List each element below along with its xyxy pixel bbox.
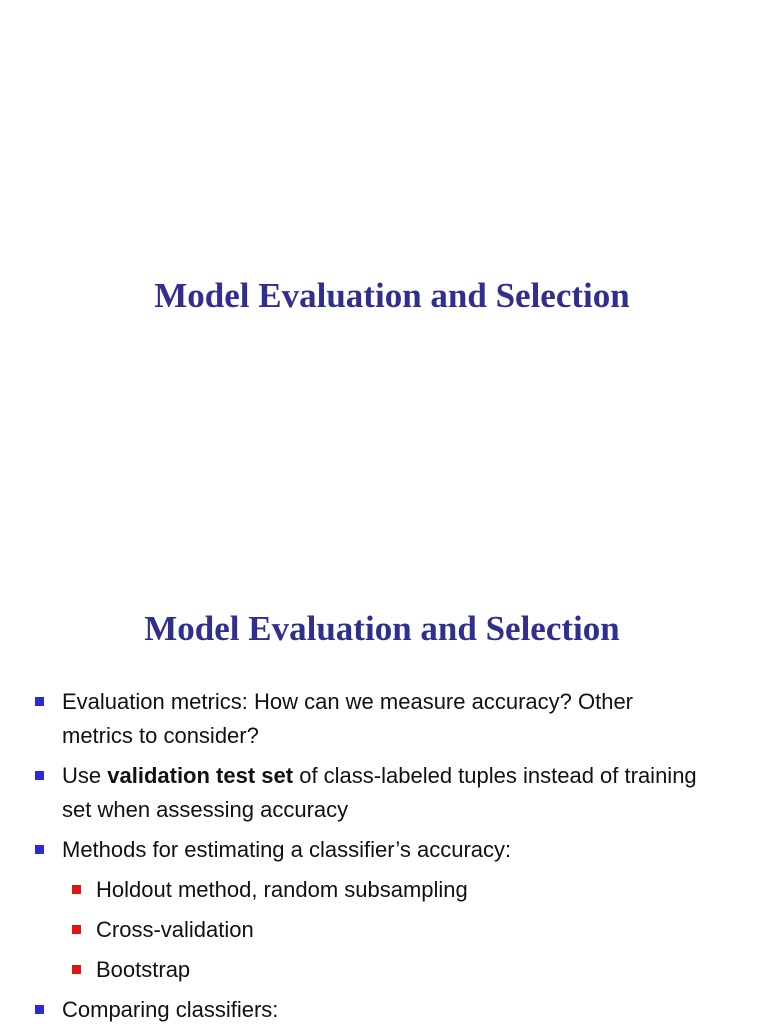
bullet-text-suffix: of class-labeled tuples instead of training [293,763,697,788]
list-item [62,759,697,793]
bullet-square-icon [35,697,44,706]
bullet-text: Methods for estimating a classifier’s accuracy: [62,837,512,862]
list-item-continuation [62,719,259,753]
slide-2-title: Model Evaluation and Selection [144,609,620,648]
sub-bullet-square-icon [72,965,81,974]
bullet-text: Holdout method, random subsampling [96,877,468,902]
bullet-text: Cross-validation [96,917,254,942]
list-item [62,993,278,1027]
bullet-text: set when assessing accuracy [62,797,349,822]
slide-1-title: Model Evaluation and Selection [154,276,630,315]
bullet-text: Bootstrap [96,957,191,982]
bullet-text: metrics to consider? [62,723,259,748]
list-item [62,685,633,719]
list-item [96,873,468,907]
bullet-square-icon [35,771,44,780]
bullet-text-prefix: Use [62,763,108,788]
bullet-square-icon [35,1005,44,1014]
sub-bullet-square-icon [72,925,81,934]
list-item [96,913,254,947]
bullet-square-icon [35,845,44,854]
bullet-text: Evaluation metrics: How can we measure accuracy? Other [62,689,634,714]
sub-bullet-square-icon [72,885,81,894]
bullet-text-bold: validation test set [107,763,294,788]
list-item [62,833,511,867]
bullet-text: Comparing classifiers: [62,997,279,1022]
list-item-continuation [62,793,348,827]
list-item [96,953,190,987]
